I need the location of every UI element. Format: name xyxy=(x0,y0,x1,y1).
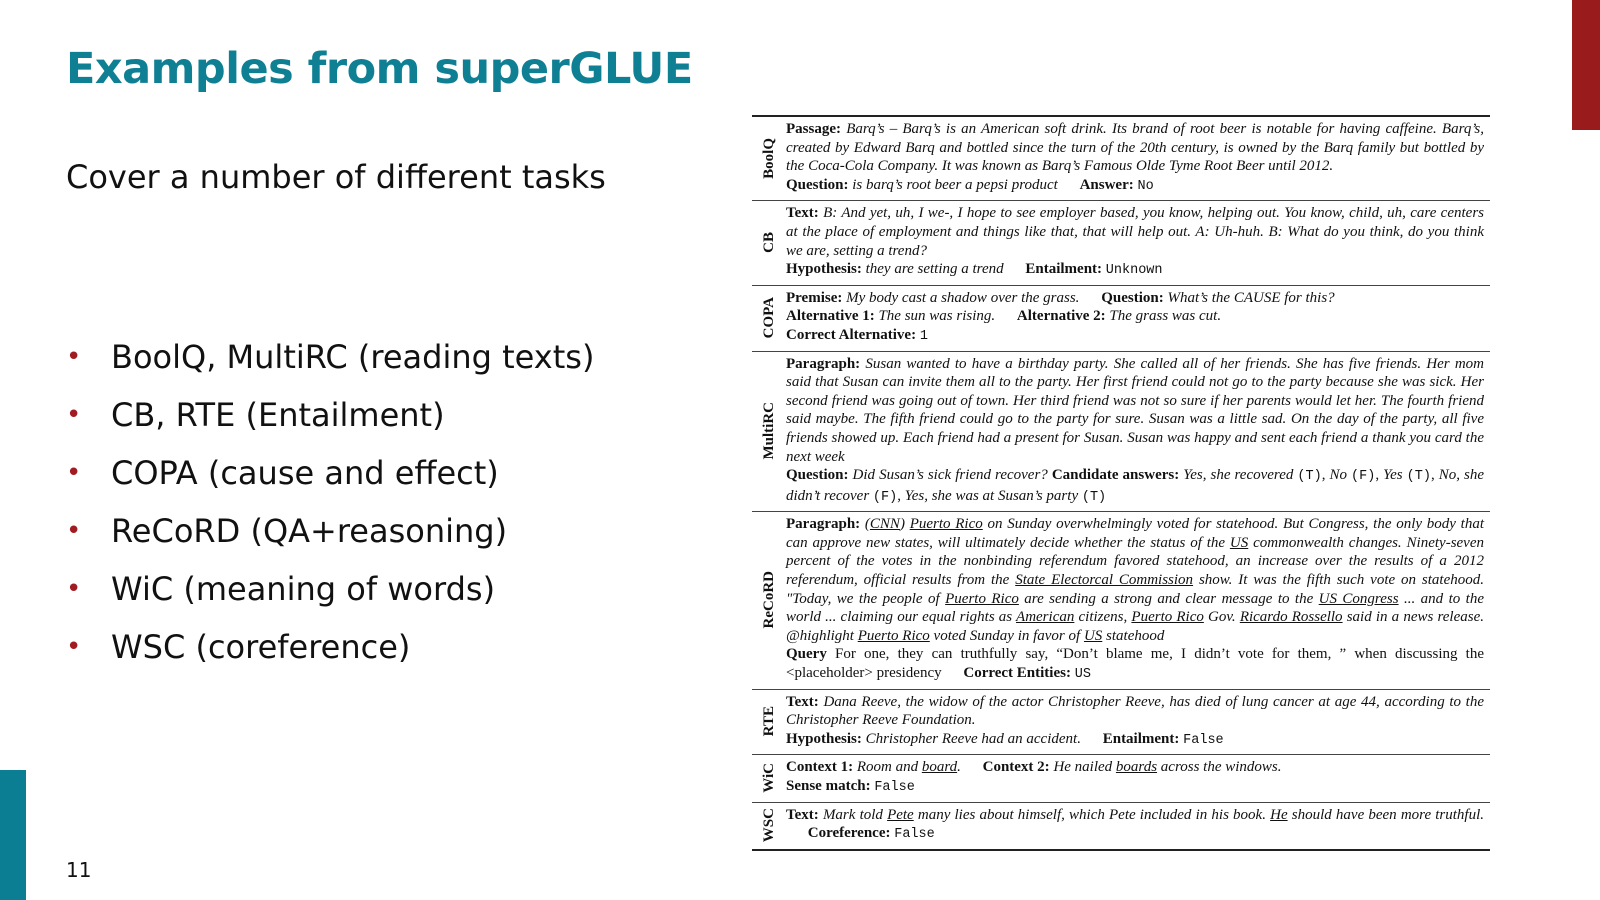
answer-label: Answer: xyxy=(1079,176,1134,193)
row-tag-label: ReCoRD xyxy=(760,571,777,629)
hypothesis-label: Hypothesis: xyxy=(786,730,862,747)
superglue-examples-table xyxy=(752,115,1490,851)
hypothesis-text: they are setting a trend xyxy=(865,261,1004,278)
example-row-boolq xyxy=(752,117,1490,201)
correct-entities-value: US xyxy=(1074,667,1091,683)
bullet-dot-icon: • xyxy=(66,632,82,662)
bullet-item xyxy=(66,444,594,502)
example-row-rte xyxy=(752,690,1490,756)
bullet-dot-icon: • xyxy=(66,400,82,430)
candidate-answer: No, she didn’t recover xyxy=(786,467,1485,504)
passage-text: Barq’s – Barq’s is an American soft drink. Its brand of root beer is notable for having caffeine. Barq’s, created by Edward Barq and bottled since the turn of the 20th century, is owned by the Barq family but bottled by the Coca-Cola Company. It was known as Barq’s Famous Olde Tyme Root Beer until 2012. xyxy=(786,121,1484,175)
example-row-wic xyxy=(752,755,1490,802)
candidate-answer: Yes, she recovered xyxy=(1183,467,1294,484)
row-body xyxy=(786,758,1490,797)
bullet-item xyxy=(66,618,594,676)
row-tag-label: RTE xyxy=(760,706,777,737)
sense-match-value: False xyxy=(874,780,915,795)
bullet-item xyxy=(66,386,594,444)
entity-underlined: US Congress xyxy=(1318,590,1399,607)
accent-bar-top-right xyxy=(1572,0,1600,130)
row-body xyxy=(786,515,1490,684)
candidate-answer: No xyxy=(1329,467,1348,484)
bullet-item xyxy=(66,502,594,560)
entailment-label: Entailment: xyxy=(1102,730,1180,747)
query-text: For one, they can truthfully say, “Don’t blame me, I didn’t vote for them, ” when discussing the <placeholder> presidency xyxy=(786,646,1485,682)
context-1-text: Room and board. xyxy=(856,759,961,776)
candidate-answers-label: Candidate answers: xyxy=(1051,467,1180,484)
entailment-label: Entailment: xyxy=(1025,261,1103,278)
entity-underlined: Puerto Rico xyxy=(857,627,930,644)
question-text: What’s the CAUSE for this? xyxy=(1167,289,1335,306)
question-text: is barq’s root beer a pepsi product xyxy=(852,176,1058,193)
row-tag xyxy=(752,204,786,280)
candidate-answer: Yes xyxy=(1383,467,1403,484)
sense-match-label: Sense match: xyxy=(786,778,871,794)
text-label: Text: xyxy=(786,806,819,823)
text-content: B: And yet, uh, I we-, I hope to see employer based, you know, helping out. You know, child, uh, care centers at the place of employment and things like that, that will help out. A: Uh-huh. B: What do you think, do you think we are, setting a trend? xyxy=(786,205,1484,259)
example-row-copa xyxy=(752,286,1490,352)
example-row-wsc xyxy=(752,803,1490,849)
hypothesis-text: Christopher Reeve had an accident. xyxy=(865,730,1081,747)
passage-label: Passage: xyxy=(786,121,841,137)
page-number: 11 xyxy=(66,858,92,882)
coreference-value: False xyxy=(894,827,935,843)
task-bullet-list xyxy=(66,328,594,676)
row-body xyxy=(786,693,1490,751)
row-tag xyxy=(752,806,786,845)
bullet-item xyxy=(66,328,594,386)
bullet-item xyxy=(66,560,594,618)
correct-entities-label: Correct Entities: xyxy=(963,665,1071,682)
entailment-value: False xyxy=(1183,732,1224,748)
context-1-label: Context 1: xyxy=(786,759,854,776)
candidate-answer: Yes, she was at Susan’s party xyxy=(904,487,1079,504)
correct-alternative-value: 1 xyxy=(919,328,928,344)
entity-underlined: American xyxy=(1016,609,1075,626)
premise-label: Premise: xyxy=(786,289,843,306)
candidate-label: (T) xyxy=(1081,489,1107,505)
candidate-label: (T) xyxy=(1297,469,1322,485)
entity-underlined: Ricardo Rossello xyxy=(1239,609,1343,626)
candidate-label: (F) xyxy=(872,489,898,505)
row-tag xyxy=(752,289,786,347)
example-row-multirc xyxy=(752,352,1490,513)
bullet-dot-icon: • xyxy=(66,458,82,488)
bullet-dot-icon: • xyxy=(66,574,82,604)
bullet-text: ReCoRD (QA+reasoning) xyxy=(111,512,508,550)
row-tag-label: MultiRC xyxy=(760,402,777,460)
paragraph-text: (CNN) Puerto Rico on Sunday overwhelmingly voted for statehood. But Congress, the only body that can approve new states, will ultimately decide whether the status of the US commonwealth changes. Ninety-seven percent of the votes in the nonbinding referendum favored statehood, an increase over the results of a 2012 referendum, official results from the State Electorcal Commission show. It was the fifth such vote on statehood. "Today, we the people of Puerto Rico are sending a strong and clear message to the US Congress ... and to the world ... claiming our equal rights as American citizens, Puerto Rico Gov. Ricardo Rossello said in a news release. @highlight Puerto Rico voted Sunday in favor of US statehood xyxy=(786,516,1485,644)
question-label: Question: xyxy=(1101,289,1164,306)
slide-subtitle: Cover a number of different tasks xyxy=(66,158,606,196)
alternative-1-text: The sun was rising. xyxy=(878,308,996,325)
row-tag xyxy=(752,758,786,797)
coreference-label: Coreference: xyxy=(807,825,891,842)
row-body xyxy=(786,204,1490,280)
alternative-2-label: Alternative 2: xyxy=(1016,308,1106,325)
entity-underlined: Puerto Rico xyxy=(1131,609,1204,626)
bullet-dot-icon: • xyxy=(66,342,82,372)
row-tag-label: WSC xyxy=(760,808,777,843)
entity-underlined: Puerto Rico xyxy=(945,590,1019,607)
paragraph-label: Paragraph: xyxy=(786,355,861,372)
answer-value: No xyxy=(1137,178,1154,194)
bullet-text: COPA (cause and effect) xyxy=(111,454,499,492)
alternative-1-label: Alternative 1: xyxy=(786,308,875,325)
row-tag xyxy=(752,693,786,751)
paragraph-label: Paragraph: xyxy=(786,516,861,533)
row-body xyxy=(786,120,1490,196)
entity-underlined: US xyxy=(1229,534,1249,551)
row-tag-label: COPA xyxy=(760,296,777,339)
row-body: Paragraph: Susan wanted to have a birthday party. She called all of her friends. She has five friends. Her mom said that Susan can invite them all to the party. Her first friend could not go to the party because she was sick. Her second friend was going out of town. Her third friend was not so sure if her parents would let her. The fourth friend said maybe. The fifth friend could go to the party for sure. Susan was a little sad. On the day of the party, all five friends showed up. Each friend had a present for Susan. Susan was happy and sent each friend a thank you card the next week Question: Did Susan’s sick friend recover? Candidate answers: Yes, she recovered (T), No (F), Yes (T), No, she didn’t recover (F), Yes, she was at Susan’s party (T) xyxy=(786,355,1485,505)
target-word: boards xyxy=(1115,759,1158,776)
row-tag xyxy=(752,515,786,684)
paragraph-text: Susan wanted to have a birthday party. She called all of her friends. She has five friends. Her mom said that Susan can invite them all to the party. Her first friend could not go to the party because she was sick. Her second friend was going out of town. Her third friend was not so sure if her parents would let her. The fourth friend said maybe. The fifth friend could go to the party for sure. Susan was a little sad. On the day of the party, all five friends showed up. Each friend had a present for Susan. Susan was happy and sent each friend a thank you card the next week xyxy=(786,355,1484,465)
question-label: Question: xyxy=(786,467,849,484)
entity-underlined: US xyxy=(1083,627,1103,644)
target-word: board xyxy=(921,759,958,776)
text-label: Text: xyxy=(786,693,819,710)
coref-span: Pete xyxy=(887,806,914,823)
row-tag-label: CB xyxy=(760,232,777,253)
context-2-label: Context 2: xyxy=(982,759,1050,776)
bullet-text: WSC (coreference) xyxy=(111,628,411,666)
accent-bar-bottom-left xyxy=(0,770,26,900)
text-content: Dana Reeve, the widow of the actor Christopher Reeve, has died of lung cancer at age 44, according to the Christopher Reeve Foundation. xyxy=(786,693,1484,729)
alternative-2-text: The grass was cut. xyxy=(1109,308,1222,325)
entity-underlined: State Electorcal Commission xyxy=(1015,572,1194,589)
row-tag-label: BoolQ xyxy=(760,137,777,179)
entailment-value: Unknown xyxy=(1105,263,1163,279)
entity-underlined: CNN xyxy=(869,516,900,533)
candidate-label: (F) xyxy=(1351,469,1376,485)
correct-alternative-label: Correct Alternative: xyxy=(786,326,917,343)
row-body xyxy=(786,289,1490,347)
hypothesis-label: Hypothesis: xyxy=(786,261,862,278)
slide-title: Examples from superGLUE xyxy=(66,44,693,94)
bullet-dot-icon: • xyxy=(66,516,82,546)
row-tag xyxy=(752,355,786,508)
text-content: Mark told Pete many lies about himself, which Pete included in his book. He should have been more truthful. xyxy=(822,806,1485,823)
query-label: Query xyxy=(786,646,827,663)
coref-span: He xyxy=(1270,806,1288,823)
context-2-text: He nailed boards across the windows. xyxy=(1053,759,1282,776)
bullet-text: CB, RTE (Entailment) xyxy=(111,396,445,434)
premise-text: My body cast a shadow over the grass. xyxy=(846,289,1080,306)
bullet-text: BoolQ, MultiRC (reading texts) xyxy=(111,338,595,376)
row-tag-label: WiC xyxy=(760,763,777,793)
example-row-cb xyxy=(752,201,1490,285)
row-body xyxy=(786,806,1490,845)
example-row-record xyxy=(752,512,1490,689)
question-label: Question: xyxy=(786,176,849,193)
text-label: Text: xyxy=(786,205,819,222)
candidate-label: (T) xyxy=(1406,469,1431,485)
bullet-text: WiC (meaning of words) xyxy=(111,570,496,608)
question-text: Did Susan’s sick friend recover? xyxy=(852,467,1048,484)
entity-underlined: Puerto Rico xyxy=(909,516,983,533)
row-tag xyxy=(752,120,786,196)
